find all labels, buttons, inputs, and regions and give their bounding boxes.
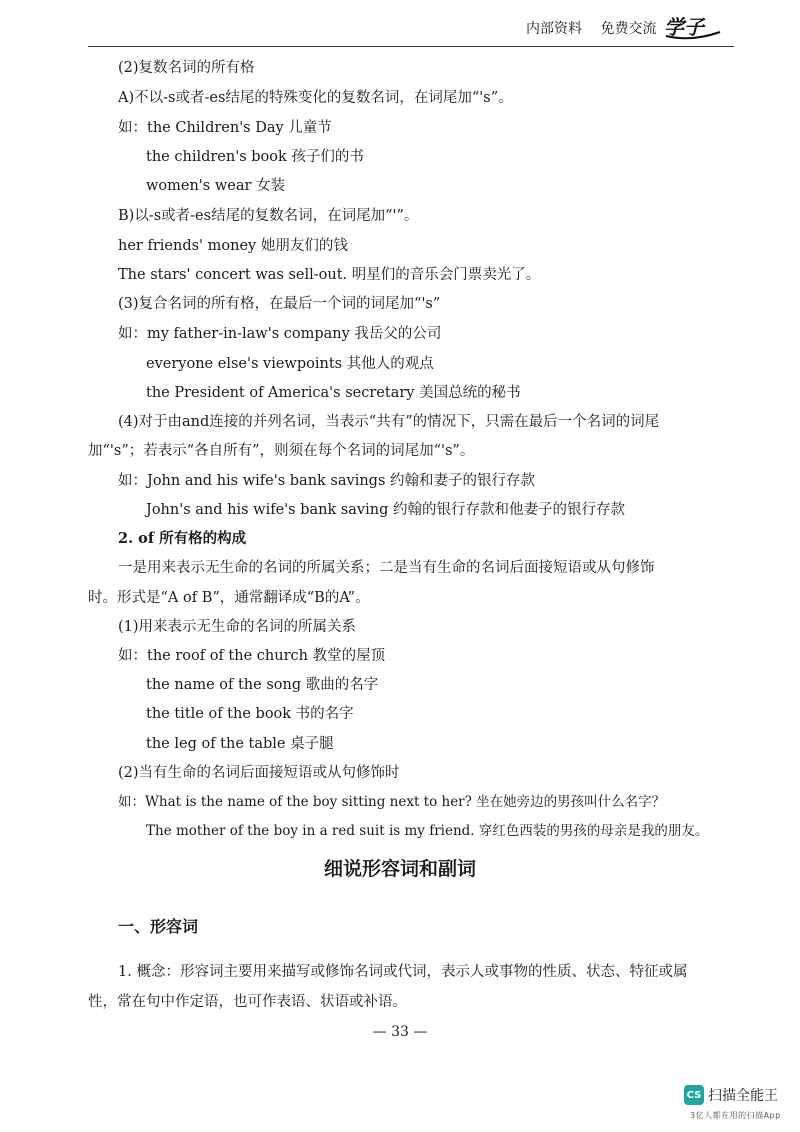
text-line: women's wear 女装 (146, 178, 286, 194)
text-line: the name of the song 歌曲的名字 (146, 677, 379, 693)
header-rule (88, 46, 734, 47)
text-line: the leg of the table 桌子腿 (146, 736, 334, 752)
text-line: 如：my father-in-law's company 我岳父的公司 (118, 326, 442, 342)
scanner-app-name: 扫描全能王 (708, 1088, 778, 1104)
header-labels (526, 18, 670, 38)
text-line: her friends' money 她朋友们的钱 (118, 238, 348, 254)
text-line: (3)复合名词的所有格，在最后一个词的词尾加“'s” (118, 296, 441, 312)
text-line: 如：the Children's Day 儿童节 (118, 120, 332, 136)
text-line: 如：the roof of the church 教堂的屋顶 (118, 648, 386, 664)
publisher-logo (662, 12, 724, 40)
section-heading: 一、形容词 (118, 917, 199, 936)
text-line: the title of the book 书的名字 (146, 706, 354, 722)
header-label-internal: 内部资料 (526, 21, 582, 37)
text-line: 一是用来表示无生命的名词的所属关系；二是当有生命的名词后面接短语或从句修饰 (118, 560, 655, 576)
subsection-heading: 2. of 所有格的构成 (118, 530, 247, 547)
camscanner-logo-icon: CS (684, 1085, 704, 1105)
scanner-tagline: 3亿人都在用的扫描App (690, 1111, 781, 1120)
concept-line: 性，常在句中作定语，也可作表语、状语或补语。 (88, 994, 407, 1010)
concept-line: 1. 概念：形容词主要用来描写或修饰名词或代词，表示人或事物的性质、状态、特征或属 (118, 964, 688, 980)
text-line: John's and his wife's bank saving 约翰的银行存款和他妻子的银行存款 (146, 502, 625, 518)
text-line: (2)复数名词的所有格 (118, 60, 255, 76)
page-number: — 33 — (372, 1024, 428, 1040)
text-line: (4)对于由and连接的并列名词，当表示“共有”的情况下，只需在最后一个名词的词尾 (118, 414, 660, 430)
text-line: 如：What is the name of the boy sitting next to her? 坐在她旁边的男孩叫什么名字？ (118, 794, 666, 810)
publisher-logo-text: 学子 (664, 15, 704, 39)
text-line: (1)用来表示无生命的名词的所属关系 (118, 619, 357, 635)
text-line: A)不以-s或者-es结尾的特殊变化的复数名词，在词尾加“'s”。 (118, 90, 513, 106)
text-line: The stars' concert was sell-out. 明星们的音乐会门票卖光了。 (118, 267, 541, 283)
text-line: the children's book 孩子们的书 (146, 149, 364, 165)
text-line: 如：John and his wife's bank savings 约翰和妻子的银行存款 (118, 473, 536, 489)
text-line: 时。形式是“A of B”，通常翻译成“B的A”。 (88, 590, 370, 606)
text-line: (2)当有生命的名词后面接短语或从句修饰时 (118, 765, 400, 781)
chapter-title: 细说形容词和副词 (323, 858, 476, 880)
text-line: 加“'s”；若表示“各自所有”，则须在每个名词的词尾加“'s”。 (88, 443, 475, 459)
text-line: The mother of the boy in a red suit is my friend. 穿红色西装的男孩的母亲是我的朋友。 (146, 823, 709, 839)
text-line: the President of America's secretary 美国总统的秘书 (146, 385, 521, 401)
header-label-free: 免费交流 (600, 21, 657, 37)
text-line: everyone else's viewpoints 其他人的观点 (146, 356, 434, 372)
text-line: B)以-s或者-es结尾的复数名词，在词尾加“'”。 (118, 208, 419, 224)
